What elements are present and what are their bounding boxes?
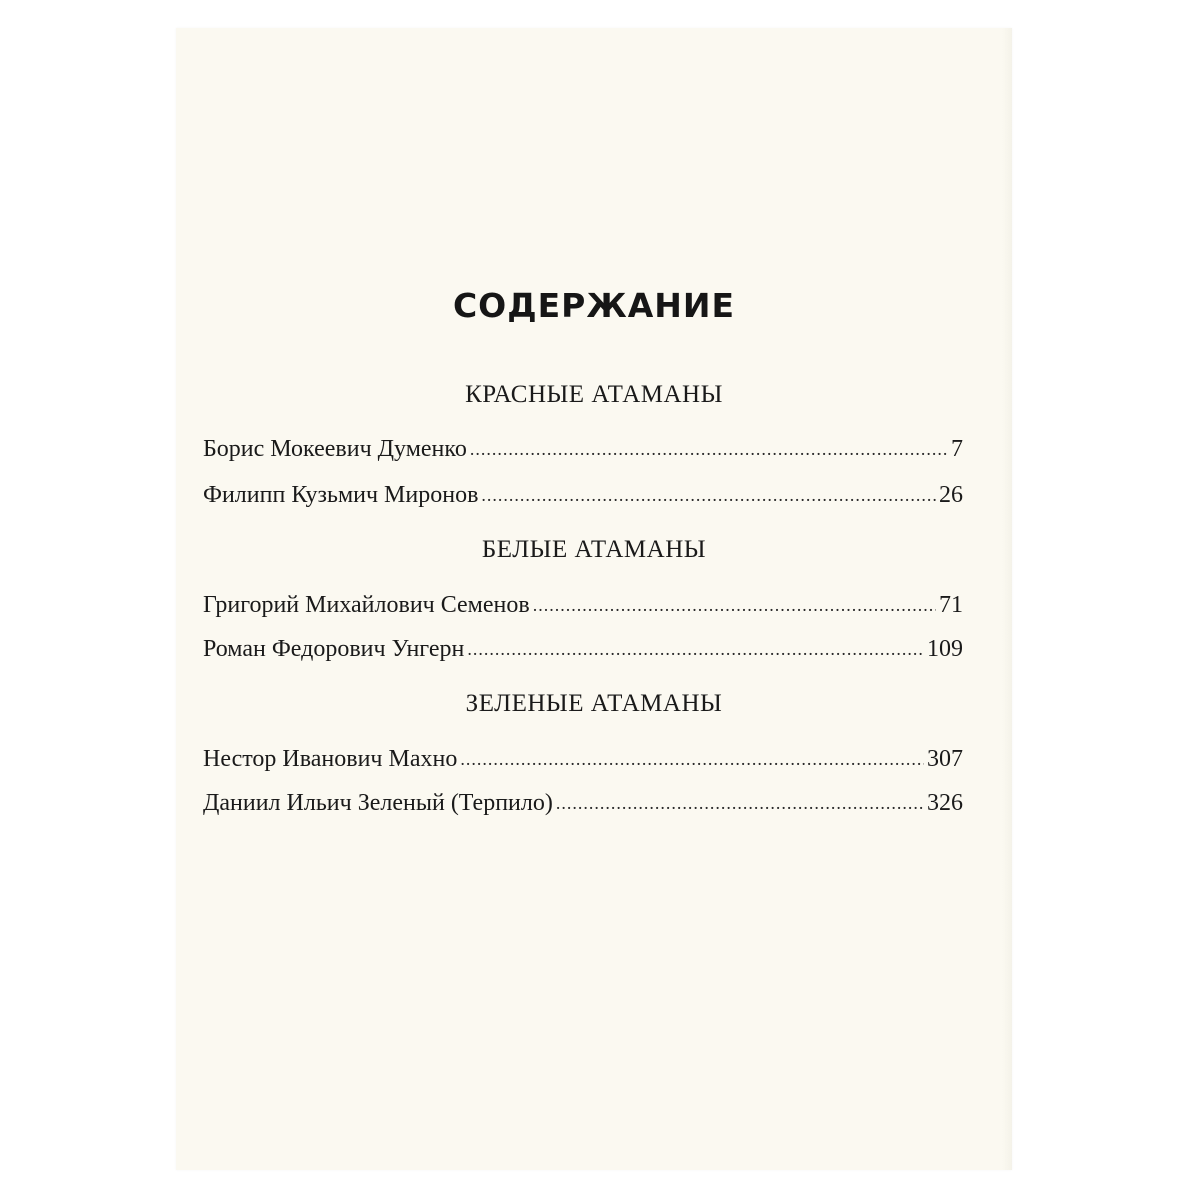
toc-entry[interactable] — [203, 432, 963, 463]
toc-entry-name: Борис Мокеевич Думенко — [203, 436, 467, 462]
toc-entry-page: 71 — [939, 592, 963, 618]
toc-entry[interactable] — [203, 786, 963, 817]
section-heading-green: ЗЕЛЕНЫЕ АТАМАНЫ — [465, 690, 723, 717]
toc-entry-name: Филипп Кузьмич Миронов — [203, 482, 479, 508]
toc-entry-page: 307 — [927, 746, 963, 772]
dot-leader — [470, 432, 948, 456]
section-heading-red: КРАСНЫЕ АТАМАНЫ — [465, 381, 723, 408]
toc-entry-page: 326 — [927, 790, 963, 816]
toc-entry-page: 109 — [927, 636, 963, 662]
toc-entry-name: Григорий Михайлович Семенов — [203, 592, 530, 618]
dot-leader — [467, 632, 924, 656]
toc-entry-name: Роман Федорович Унгерн — [203, 636, 465, 662]
toc-entry[interactable] — [203, 632, 963, 663]
dot-leader — [460, 742, 924, 766]
toc-entry[interactable] — [203, 478, 963, 509]
toc-entry-name: Нестор Иванович Махно — [203, 746, 458, 772]
page-title: СОДЕРЖАНИЕ — [452, 286, 736, 325]
toc-entry-page: 7 — [951, 436, 963, 462]
toc-entry-name: Даниил Ильич Зеленый (Терпило) — [203, 790, 553, 816]
dot-leader — [533, 588, 936, 612]
toc-entry-page: 26 — [939, 482, 963, 508]
dot-leader — [556, 786, 924, 810]
toc-entry[interactable] — [203, 588, 963, 619]
dot-leader — [481, 478, 936, 502]
toc-entry[interactable] — [203, 742, 963, 773]
book-page — [176, 28, 1012, 1170]
section-heading-white: БЕЛЫЕ АТАМАНЫ — [481, 536, 707, 563]
